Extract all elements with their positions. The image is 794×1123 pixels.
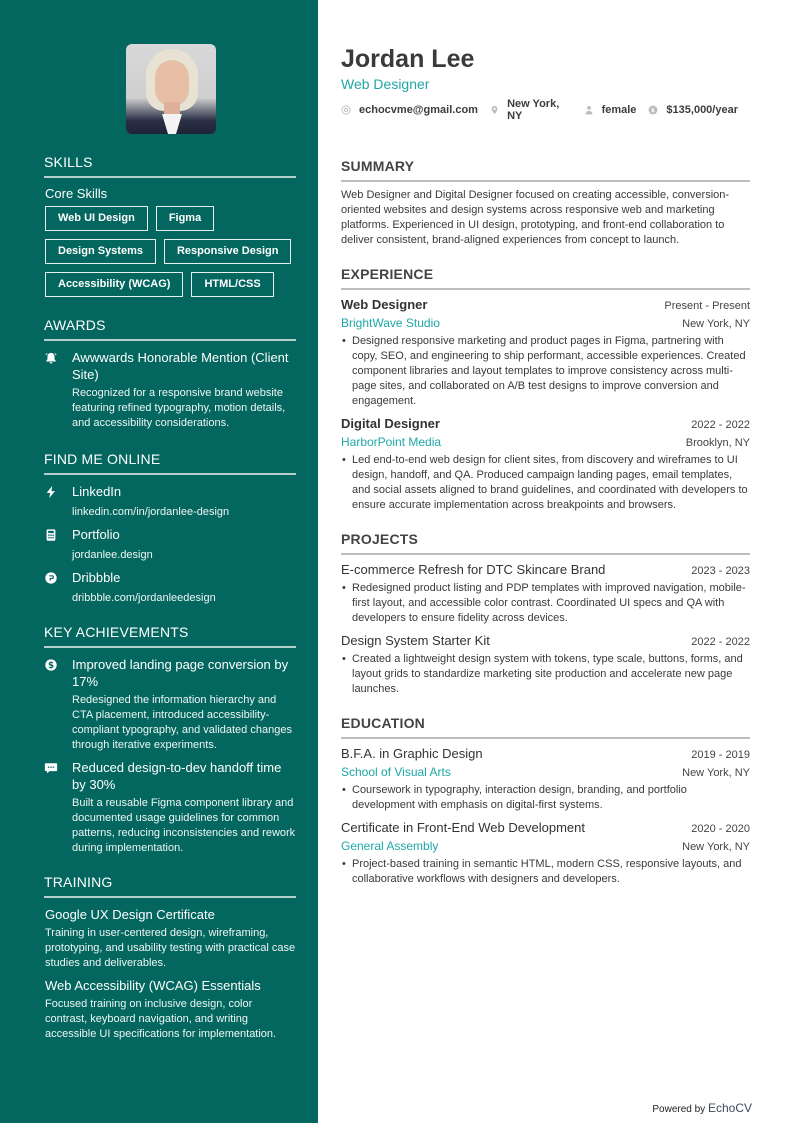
- dribbble-icon: [44, 569, 72, 606]
- skills-title: SKILLS: [44, 154, 296, 178]
- skill-tag: HTML/CSS: [191, 272, 273, 297]
- dollar-circle-icon: [44, 656, 72, 753]
- profile-photo: [126, 44, 216, 134]
- project-bullet: • Created a lightweight design system with tokens, type scale, buttons, forms, and layout grids to standardize marketing site production and accelerate new page launches.: [341, 652, 750, 697]
- degree-name: Certificate in Front-End Web Development: [341, 820, 585, 835]
- candidate-name: Jordan Lee: [341, 45, 475, 73]
- sidebar: [0, 0, 318, 1123]
- education-bullet: • Project-based training in semantic HTML, modern CSS, responsive layouts, and collaborative workflows with designers and developers.: [341, 857, 750, 887]
- person-icon: [584, 105, 594, 115]
- key-achievements-title: KEY ACHIEVEMENTS: [44, 624, 296, 648]
- projects-section: [341, 531, 750, 697]
- portfolio-link[interactable]: jordanlee.design: [72, 549, 153, 561]
- training-name: Google UX Design Certificate: [45, 907, 215, 922]
- awards-title: AWARDS: [44, 317, 296, 341]
- training-section: [44, 874, 296, 1042]
- candidate-title: Web Designer: [341, 76, 430, 92]
- skill-tag: Figma: [156, 206, 214, 231]
- salary-icon: [648, 105, 658, 115]
- training-name: Web Accessibility (WCAG) Essentials: [45, 978, 261, 993]
- skill-tag: Responsive Design: [164, 239, 291, 264]
- svg-text:$: $: [47, 661, 55, 672]
- education-title: EDUCATION: [341, 715, 750, 739]
- achievement-description: Redesigned the information hierarchy and CTA placement, introduced accessibility-compliant typography, and validated changes through iterative experiments.: [72, 694, 292, 751]
- education-entry: [341, 745, 750, 813]
- salary-text: $135,000/year: [666, 104, 738, 116]
- online-item-dribbble: [44, 569, 296, 606]
- training-description: Training in user-centered design, wireframing, prototyping, and usability testing with practical case studies and deliverables.: [45, 927, 296, 969]
- project-name: Design System Starter Kit: [341, 633, 490, 648]
- company-name: HarborPoint Media: [341, 435, 442, 449]
- contact-row: [341, 98, 750, 122]
- awards-section: [44, 317, 296, 431]
- echocv-brand-link[interactable]: EchoCV: [707, 1101, 752, 1115]
- school-location: New York, NY: [682, 767, 750, 779]
- bolt-icon: [44, 483, 72, 520]
- school-name: General Assembly: [341, 839, 439, 853]
- project-entry: [341, 632, 750, 697]
- contact-email: [341, 104, 478, 116]
- school-name: School of Visual Arts: [341, 765, 451, 779]
- experience-title: EXPERIENCE: [341, 266, 750, 290]
- summary-title: SUMMARY: [341, 158, 750, 182]
- achievement-description: Built a reusable Figma component library and documented usage guidelines for common patterns, reducing inconsistencies and rework during implementation.: [72, 797, 296, 854]
- achievement-name: Improved landing page conversion by 17%: [72, 657, 289, 689]
- job-location: New York, NY: [682, 318, 750, 330]
- education-section: [341, 715, 750, 887]
- job-bullet: • Designed responsive marketing and product pages in Figma, partnering with copy, SEO, and engineering to ship performant, accessible experiences. Created component libraries and layout templates to improve consistency across multi-page sites, and collaborated on A/B test designs to improve conversion and engagement.: [341, 334, 750, 409]
- online-item-linkedin: [44, 483, 296, 520]
- award-description: Recognized for a responsive brand website featuring refined typography, motion details, and accessibility considerations.: [72, 387, 286, 429]
- company-name: BrightWave Studio: [341, 316, 440, 330]
- job-dates: 2022 - 2022: [691, 419, 750, 431]
- education-dates: 2019 - 2019: [691, 749, 750, 761]
- core-skills-label: Core Skills: [45, 186, 108, 201]
- achievement-name: Reduced design-to-dev handoff time by 30%: [72, 760, 282, 792]
- online-label: Portfolio: [72, 527, 120, 542]
- project-dates: 2022 - 2022: [691, 636, 750, 648]
- project-entry: [341, 561, 750, 626]
- linkedin-link[interactable]: linkedin.com/in/jordanlee-design: [72, 506, 230, 518]
- job-bullet: • Led end-to-end web design for client sites, from discovery and wireframes to UI design, handoff, and QA. Produced campaign landing pages, email templates, and social assets aligned to brand guidelines, and coordinated with developers to ensure accurate implementation across breakpoints and browsers.: [341, 453, 750, 513]
- contact-salary: [648, 104, 738, 116]
- skill-tag: Web UI Design: [45, 206, 148, 231]
- svg-text:$: $: [651, 108, 656, 115]
- school-location: New York, NY: [682, 841, 750, 853]
- contact-gender: [584, 104, 637, 116]
- job-title: Digital Designer: [341, 416, 440, 431]
- find-me-online-section: [44, 451, 296, 606]
- online-label: LinkedIn: [72, 484, 122, 499]
- find-me-online-title: FIND ME ONLINE: [44, 451, 296, 475]
- education-entry: [341, 819, 750, 887]
- key-achievements-section: [44, 624, 296, 856]
- calculator-icon: [44, 526, 72, 563]
- projects-title: PROJECTS: [341, 531, 750, 555]
- experience-entry: [341, 415, 750, 513]
- project-dates: 2023 - 2023: [691, 565, 750, 577]
- email-text[interactable]: echocvme@gmail.com: [359, 104, 478, 116]
- experience-entry: [341, 296, 750, 409]
- online-item-portfolio: [44, 526, 296, 563]
- chat-bubble-icon: [44, 759, 72, 856]
- skill-tag: Accessibility (WCAG): [45, 272, 183, 297]
- job-title: Web Designer: [341, 297, 428, 312]
- bell-icon: [44, 349, 72, 431]
- training-title: TRAINING: [44, 874, 296, 898]
- skill-tag: Design Systems: [45, 239, 156, 264]
- education-bullet: • Coursework in typography, interaction design, branding, and portfolio development with emphasis on digital-first systems.: [341, 783, 750, 813]
- skills-section: [44, 154, 296, 297]
- skill-tags: [45, 206, 296, 297]
- project-name: E-commerce Refresh for DTC Skincare Brand: [341, 562, 606, 577]
- summary-text: Web Designer and Digital Designer focused on creating accessible, conversion-oriented websites and design systems across responsive web and marketing platforms. Experienced in UI design, prototyping, and front-end collaboration to deliver consistent, brand-aligned experiences from concept to launch.: [341, 189, 730, 246]
- training-item: [45, 906, 296, 971]
- training-description: Focused training on inclusive design, color contrast, keyboard navigation, and writing accessible UI specifications for implementation.: [45, 998, 277, 1040]
- achievement-item: [44, 759, 296, 856]
- powered-by-text: Powered by: [652, 1104, 706, 1115]
- online-label: Dribbble: [72, 570, 121, 585]
- dribbble-link[interactable]: dribbble.com/jordanleedesign: [72, 592, 216, 604]
- award-name: Awwwards Honorable Mention (Client Site): [72, 350, 289, 382]
- main-content: [341, 44, 750, 893]
- experience-section: [341, 266, 750, 513]
- project-bullet: • Redesigned product listing and PDP templates with improved navigation, mobile-first layout, and accessible color contrast. Coordinated UI specs and QA with developers to ensure fidelity across devices.: [341, 581, 750, 626]
- contact-location: [490, 98, 572, 122]
- profile-header: [341, 44, 750, 122]
- training-item: [45, 977, 296, 1042]
- achievement-item: [44, 656, 296, 753]
- gender-text: female: [601, 104, 637, 116]
- education-dates: 2020 - 2020: [691, 823, 750, 835]
- powered-by-footer: [652, 1101, 752, 1115]
- job-dates: Present - Present: [664, 300, 750, 312]
- map-pin-icon: [490, 105, 499, 115]
- degree-name: B.F.A. in Graphic Design: [341, 746, 483, 761]
- at-icon: [341, 105, 351, 115]
- award-item: [44, 349, 296, 431]
- job-location: Brooklyn, NY: [685, 437, 750, 449]
- summary-section: [341, 158, 750, 248]
- location-text: New York, NY: [507, 98, 560, 122]
